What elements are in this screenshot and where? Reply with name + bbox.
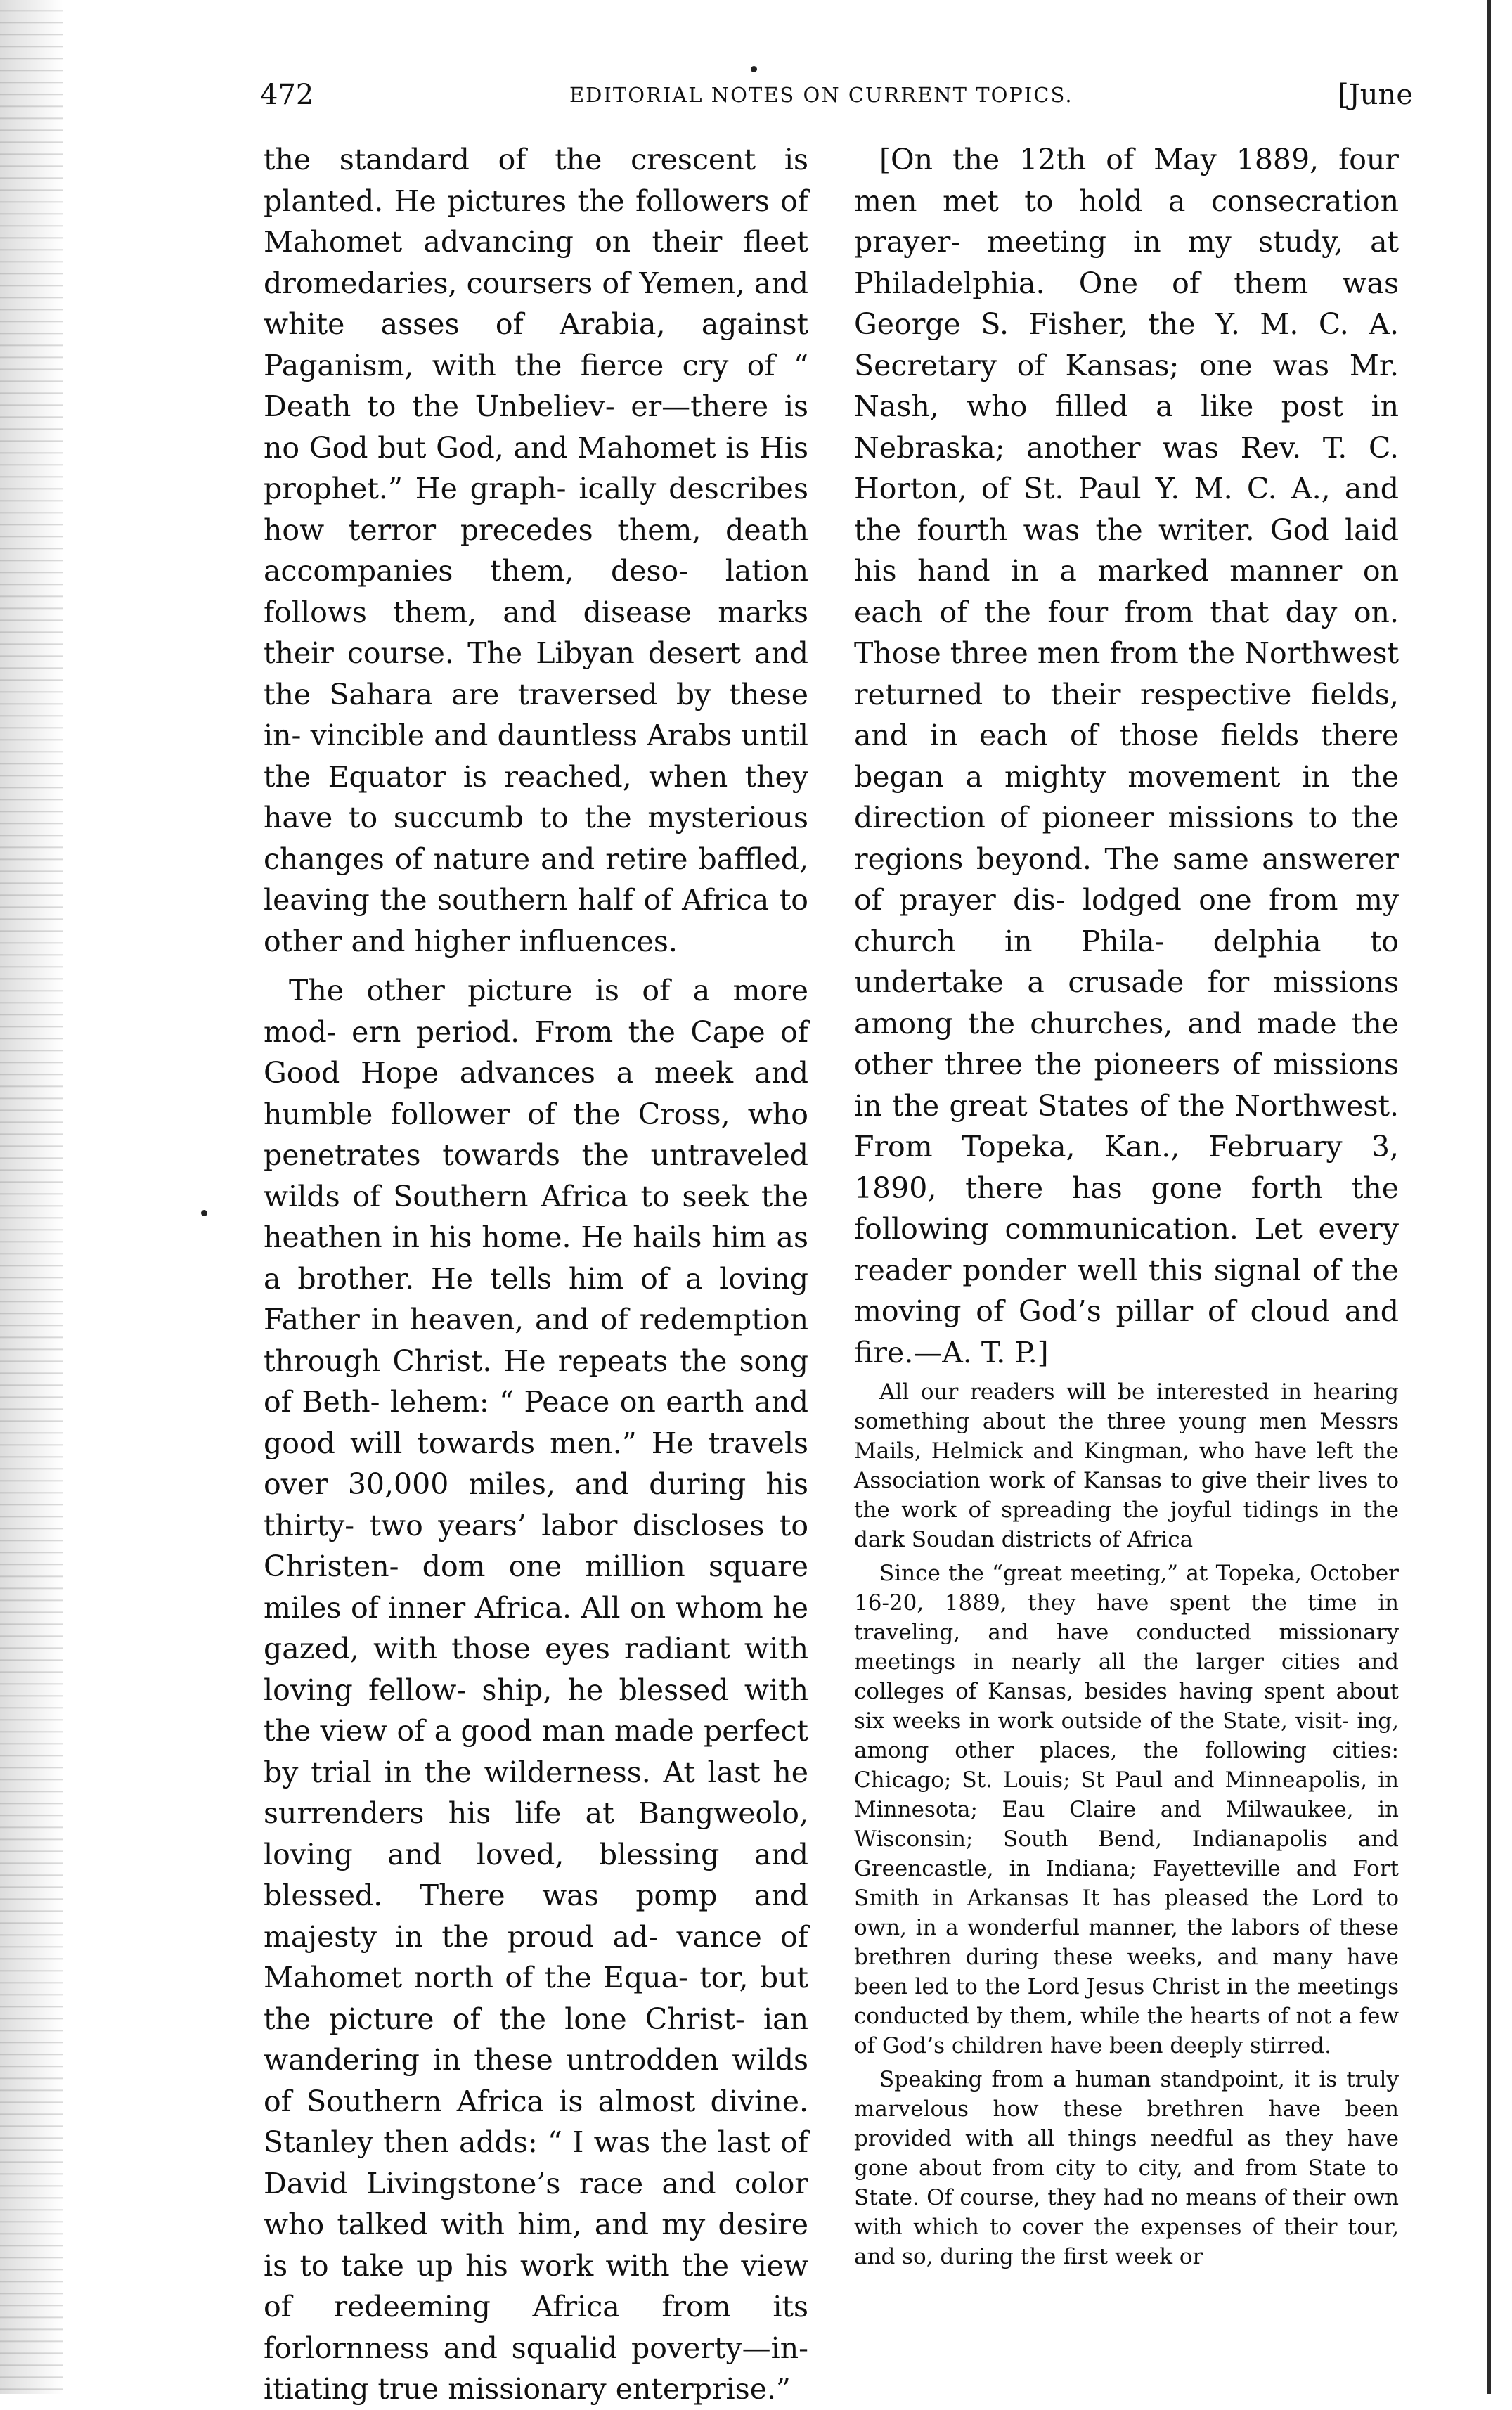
left-paragraph-1: the standard of the crescent is planted. He pictures the followers of Mahomet advancing on their fleet dromedaries, coursers of Yemen, and white asses of Arabia, against Paganism, with the fierce cry of “ Death to the Unbeliev- er—there is no God but God, and Mahomet is His prophet.” He graph- ically describes how terror precedes them, death accompanies them, deso- lation follows them, and disease marks their course. The Libyan desert and the Sahara are traversed by these in- vincible and dauntless Arabs until the Equator is reached, when they have to succumb to the mysterious changes of nature and retire baffled, leaving the southern half of Africa to other and higher influences. bbox=[264, 143, 808, 958]
page-header bbox=[260, 79, 1413, 121]
page-number: 472 bbox=[260, 79, 314, 111]
scan-edge-artifact bbox=[0, 0, 63, 2394]
right-paragraph-1: [On the 12th of May 1889, four men met to hold a consecration prayer- meeting in my study, at Philadelphia. One of them was George S. Fisher, the Y. M. C. A. Secretary of Kansas; one was Mr. Nash, who filled a like post in Nebraska; another was Rev. T. C. Horton, of St. Paul Y. M. C. A., and the fourth was the writer. God laid his hand in a marked manner on each of the four from that day on. Those three men from the Northwest returned to their respective fields, and in each of those fields there began a mighty movement in the direction of pioneer missions to the regions beyond. The same answerer of prayer dis- lodged one from my church in Phila- delphia to undertake a crusade for missions among the churches, and made the other three the pioneers of missions in the great States of the Northwest. From Topeka, Kan., February 3, 1890, there has gone forth the following communication. Let every reader ponder well this signal of the moving of God’s pillar of cloud and fire.—A. T. P.] bbox=[854, 143, 1399, 1370]
running-title: EDITORIAL NOTES ON CURRENT TOPICS. bbox=[569, 83, 1073, 107]
letter-paragraph-3: Speaking from a human standpoint, it is truly marvelous how these brethren have been provided with all things needful as they have gone about from city to city, and from State to State. Of course, they had no means of their own with which to cover the expenses of their tour, and so, during the first week or bbox=[854, 2067, 1399, 2269]
page-edge-rule bbox=[1487, 0, 1491, 2394]
left-paragraph-2: The other picture is of a more mod- ern period. From the Cape of Good Hope advances a meek and humble follower of the Cross, who penetrates towards the untraveled wilds of Southern Africa to seek the heathen in his home. He hails him as a brother. He tells him of a loving Father in heaven, and of redemption through Christ. He repeats the song of Beth- lehem: “ Peace on earth and good will towards men.” He travels over 30,000 miles, and during his thirty- two years’ labor discloses to Christen- dom one million square miles of inner Africa. All on whom he gazed, with those eyes radiant with loving fellow- ship, he blessed with the view of a good man made perfect by trial in the wilderness. At last he surrenders his life at Bangweolo, loving and loved, blessing and blessed. There was pomp and majesty in the proud ad- vance of Mahomet north of the Equa- tor, but the picture of the lone Christ- ian wandering in these untrodden wilds of Southern Africa is almost divine. Stanley then adds: “ I was the last of David Livingstone’s race and color who talked with him, and my desire is to take up his work with the view of redeeming Africa from its forlornness and squalid poverty—in- itiating true missionary enterprise.” bbox=[264, 974, 808, 2406]
print-speck bbox=[201, 1210, 207, 1216]
print-speck bbox=[751, 66, 757, 72]
right-column bbox=[854, 139, 1399, 2272]
left-column bbox=[264, 139, 808, 2410]
letter-paragraph-2: Since the “great meeting,” at Topeka, October 16-20, 1889, they have spent the time in traveling, and have conducted missionary meetings in nearly all the larger cities and colleges of Kansas, besides having spent about six weeks in work outside of the State, visit- ing, among other places, the following cities: Chicago; St. Louis; St Paul and Minneapolis, in Minnesota; Eau Claire and Milwaukee, in Wisconsin; South Bend, Indianapolis and Greencastle, in Indiana; Fayetteville and Fort Smith in Arkansas It has pleased the Lord to own, in a wonderful manner, the labors of these brethren during these weeks, and many have been led to the Lord Jesus Christ in the meetings conducted by them, while the hearts of not a few of God’s children have been deeply stirred. bbox=[854, 1561, 1399, 2058]
letter-paragraph-1: All our readers will be interested in hearing something about the three young men Messrs Mails, Helmick and Kingman, who have left the Association work of Kansas to give their lives to the work of spreading the joyful tidings in the dark Soudan districts of Africa bbox=[854, 1379, 1399, 1552]
header-month: [June bbox=[1338, 79, 1413, 111]
